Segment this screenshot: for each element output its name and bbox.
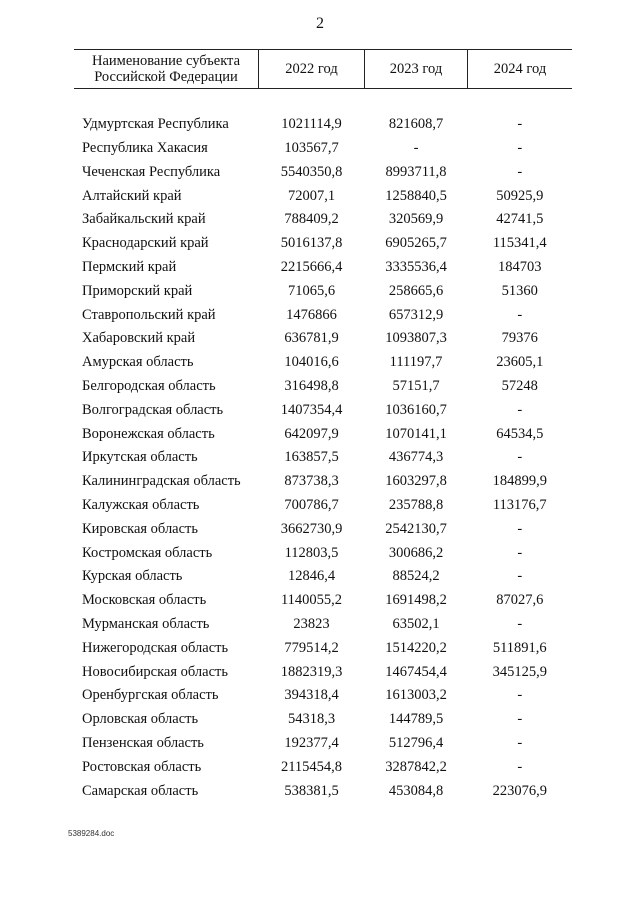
subsidy-table xyxy=(74,49,572,803)
value-2023: 453084,8 xyxy=(388,782,444,799)
table-row xyxy=(74,732,572,756)
table-row xyxy=(74,327,572,351)
table-row xyxy=(74,517,572,541)
value-2023: 57151,7 xyxy=(392,377,440,394)
table-row xyxy=(74,303,572,327)
value-2022: 54318,3 xyxy=(287,711,336,728)
value-2022: 1407354,4 xyxy=(280,401,343,418)
value-2022: 1882319,3 xyxy=(280,663,343,680)
value-2022: 72007,1 xyxy=(287,187,336,204)
value-2023: 1036160,7 xyxy=(385,401,447,418)
value-2024: 50925,9 xyxy=(496,187,544,204)
value-2023: 512796,4 xyxy=(388,734,444,751)
table-row xyxy=(74,565,572,589)
region-name: Амурская область xyxy=(82,354,194,371)
header-2022: 2022 год xyxy=(259,50,365,89)
value-2022: 1140055,2 xyxy=(280,592,343,609)
region-name: Калининградская область xyxy=(82,473,241,490)
header-spacer xyxy=(74,89,572,113)
value-2022: 700786,7 xyxy=(284,496,339,513)
value-2024: - xyxy=(517,163,523,180)
value-2022: 636781,9 xyxy=(284,330,339,347)
value-2023: 436774,3 xyxy=(388,449,444,466)
table-row xyxy=(74,541,572,565)
value-2022: 642097,9 xyxy=(284,425,339,442)
value-2023: 88524,2 xyxy=(392,568,440,585)
value-2024: - xyxy=(517,401,523,418)
value-2023: 258665,6 xyxy=(388,282,444,299)
region-name: Курская область xyxy=(82,568,183,585)
value-2023: 2542130,7 xyxy=(385,520,447,537)
table-row xyxy=(74,398,572,422)
region-name: Московская область xyxy=(82,592,207,609)
value-2023: 1691498,2 xyxy=(385,592,447,609)
table-row xyxy=(74,636,572,660)
value-2024: 223076,9 xyxy=(492,782,547,799)
table-row xyxy=(74,708,572,732)
value-2023: 1514220,2 xyxy=(385,639,447,656)
value-2022: 103567,7 xyxy=(284,139,339,156)
value-2023: 3287842,2 xyxy=(385,758,447,775)
region-name: Мурманская область xyxy=(82,615,210,632)
region-name: Забайкальский край xyxy=(82,211,206,228)
value-2022: 163857,5 xyxy=(284,449,339,466)
header-2024: 2024 год xyxy=(468,50,573,89)
table-row xyxy=(74,470,572,494)
region-name: Республика Хакасия xyxy=(82,139,208,156)
value-2024: - xyxy=(517,711,523,728)
value-2022: 2115454,8 xyxy=(280,758,343,775)
region-name: Волгоградская область xyxy=(82,401,224,418)
value-2022: 71065,6 xyxy=(287,282,336,299)
page-number: 2 xyxy=(316,15,324,32)
region-name: Оренбургская область xyxy=(82,687,219,704)
table-body xyxy=(74,89,572,803)
value-2024: - xyxy=(517,306,523,323)
table-row xyxy=(74,755,572,779)
header-subject: Наименование субъекта Российской Федерации xyxy=(74,50,259,89)
region-name: Алтайский край xyxy=(82,187,182,204)
table-row xyxy=(74,589,572,613)
table-row xyxy=(74,232,572,256)
table-row xyxy=(74,137,572,161)
value-2023: 300686,2 xyxy=(388,544,444,561)
value-2024: 345125,9 xyxy=(492,663,547,680)
region-name: Новосибирская область xyxy=(82,663,228,680)
value-2023: 3335536,4 xyxy=(385,258,447,275)
value-2023: 1467454,4 xyxy=(385,663,447,680)
table-row xyxy=(74,279,572,303)
value-2024: - xyxy=(517,139,523,156)
value-2024: - xyxy=(517,520,523,537)
value-2024: - xyxy=(517,734,523,751)
region-name: Хабаровский край xyxy=(82,330,196,347)
table-row xyxy=(74,208,572,232)
value-2022: 1476866 xyxy=(286,306,337,323)
region-name: Краснодарский край xyxy=(82,235,209,252)
value-2023: 235788,8 xyxy=(388,496,444,513)
value-2022: 538381,5 xyxy=(284,782,339,799)
value-2024: 184899,9 xyxy=(492,473,547,490)
value-2024: - xyxy=(517,568,523,585)
value-2024: 64534,5 xyxy=(496,425,544,442)
value-2023: 144789,5 xyxy=(388,711,444,728)
value-2022: 5540350,8 xyxy=(280,163,343,180)
value-2024: 87027,6 xyxy=(496,592,544,609)
table-row xyxy=(74,684,572,708)
document-file-code: 5389284.doc xyxy=(68,829,115,838)
value-2023: 1093807,3 xyxy=(385,330,447,347)
value-2024: - xyxy=(517,449,523,466)
table-row xyxy=(74,160,572,184)
value-2023: 1603297,8 xyxy=(385,473,447,490)
header-2023: 2023 год xyxy=(365,50,468,89)
region-name: Пермский край xyxy=(82,258,177,275)
value-2022: 112803,5 xyxy=(284,544,339,561)
table-row xyxy=(74,351,572,375)
value-2024: - xyxy=(517,758,523,775)
value-2024: 184703 xyxy=(498,258,542,275)
value-2022: 779514,2 xyxy=(284,639,339,656)
region-name: Кировская область xyxy=(82,520,199,537)
region-name: Калужская область xyxy=(82,496,200,513)
table-row xyxy=(74,184,572,208)
value-2022: 1021114,9 xyxy=(281,116,342,133)
region-name: Нижегородская область xyxy=(82,639,229,656)
value-2024: - xyxy=(517,116,523,133)
region-name: Воронежская область xyxy=(82,425,215,442)
table-header-row xyxy=(74,50,572,89)
value-2023: - xyxy=(413,139,419,156)
value-2023: 63502,1 xyxy=(392,615,440,632)
table-row xyxy=(74,422,572,446)
value-2023: 821608,7 xyxy=(388,116,444,133)
value-2024: - xyxy=(517,687,523,704)
region-name: Костромская область xyxy=(82,544,213,561)
value-2024: - xyxy=(517,615,523,632)
value-2022: 2215666,4 xyxy=(280,258,343,275)
table-row xyxy=(74,660,572,684)
region-name: Иркутская область xyxy=(82,449,198,466)
value-2022: 104016,6 xyxy=(284,354,339,371)
region-name: Пензенская область xyxy=(82,734,204,751)
region-name: Удмуртская Республика xyxy=(82,116,229,133)
table-row xyxy=(74,446,572,470)
value-2024: - xyxy=(517,544,523,561)
value-2022: 192377,4 xyxy=(284,734,339,751)
value-2024: 79376 xyxy=(501,330,538,347)
value-2024: 23605,1 xyxy=(496,354,544,371)
value-2024: 42741,5 xyxy=(496,211,544,228)
value-2023: 1613003,2 xyxy=(385,687,447,704)
value-2022: 788409,2 xyxy=(284,211,339,228)
value-2024: 57248 xyxy=(501,377,538,394)
value-2022: 3662730,9 xyxy=(280,520,343,537)
region-name: Приморский край xyxy=(82,282,193,299)
value-2022: 23823 xyxy=(293,615,330,632)
value-2023: 6905265,7 xyxy=(385,235,447,252)
region-name: Ставропольский край xyxy=(82,306,216,323)
region-name: Орловская область xyxy=(82,711,199,728)
table-row xyxy=(74,375,572,399)
region-name: Ростовская область xyxy=(82,758,202,775)
value-2024: 113176,7 xyxy=(492,496,547,513)
value-2022: 316498,8 xyxy=(284,377,339,394)
value-2022: 5016137,8 xyxy=(280,235,343,252)
value-2022: 394318,4 xyxy=(284,687,339,704)
region-name: Чеченская Республика xyxy=(82,163,221,180)
value-2023: 657312,9 xyxy=(388,306,444,323)
table-row xyxy=(74,256,572,280)
value-2023: 320569,9 xyxy=(388,211,444,228)
value-2023: 1070141,1 xyxy=(385,425,447,442)
value-2024: 511891,6 xyxy=(492,639,547,656)
value-2024: 115341,4 xyxy=(492,235,547,252)
value-2022: 12846,4 xyxy=(287,568,336,585)
value-2023: 1258840,5 xyxy=(385,187,447,204)
value-2022: 873738,3 xyxy=(284,473,339,490)
value-2023: 8993711,8 xyxy=(385,163,447,180)
table-row xyxy=(74,494,572,518)
region-name: Самарская область xyxy=(82,782,199,799)
value-2024: 51360 xyxy=(501,282,538,299)
value-2023: 111197,7 xyxy=(389,354,443,371)
region-name: Белгородская область xyxy=(82,377,216,394)
table-row xyxy=(74,613,572,637)
table-row xyxy=(74,113,572,137)
table-row xyxy=(74,779,572,803)
